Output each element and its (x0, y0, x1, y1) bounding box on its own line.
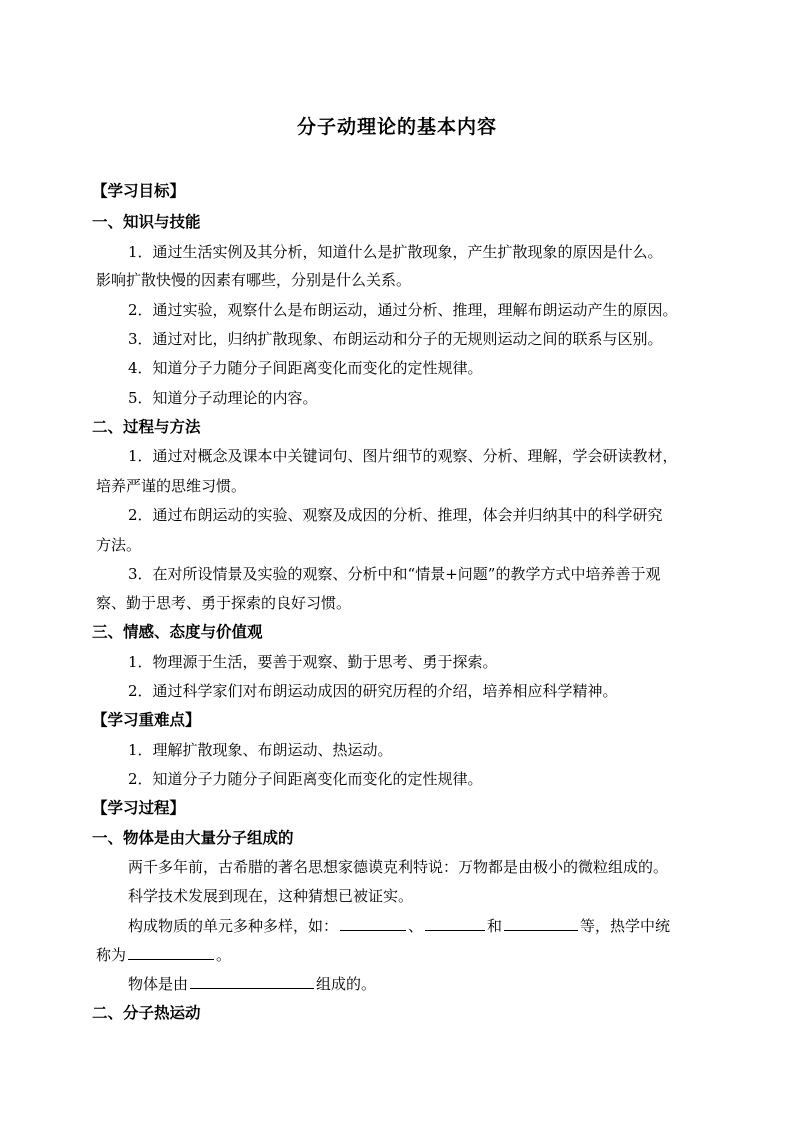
process-heading: 【学习过程】 (92, 799, 186, 817)
answer-blank-1[interactable] (340, 916, 406, 931)
fill-in-sep-2: 和 (487, 917, 503, 935)
fill-in-suffix: 等，热学中统 (580, 917, 671, 935)
section2-heading: 二、过程与方法 (92, 418, 201, 436)
section2-item-2: 2．通过布朗运动的实验、观察及成因的分析、推理，体会并归纳其中的科学研究 (128, 506, 663, 524)
section1-item-3: 3．通过对比，归纳扩散现象、布朗运动和分子的无规则运动之间的联系与区别。 (128, 330, 663, 348)
section3-heading: 三、情感、态度与价值观 (92, 623, 263, 641)
section1-heading: 一、知识与技能 (92, 213, 201, 231)
answer-blank-5[interactable] (190, 974, 314, 989)
section2-item-2-cont: 方法。 (96, 536, 142, 554)
section3-item-1: 1．物理源于生活，要善于观察、勤于思考、勇于探索。 (128, 653, 498, 671)
section2-item-3-cont: 察、勤于思考、勇于探索的良好习惯。 (96, 594, 352, 612)
part1-fill-in-line-2 (96, 945, 716, 965)
section2-item-1-cont: 培养严谨的思维习惯。 (96, 477, 247, 495)
part1-paragraph-2: 科学技术发展到现在，这种猜想已被证实。 (128, 887, 414, 905)
key-points-heading: 【学习重难点】 (92, 711, 201, 729)
fill-in-end: 。 (216, 946, 232, 964)
key-point-2: 2．知道分子力随分子间距离变化而变化的定性规律。 (128, 770, 483, 788)
fill-in-sep-1: 、 (408, 917, 424, 935)
key-point-1: 1．理解扩散现象、布朗运动、热运动。 (128, 741, 393, 759)
section3-item-2: 2．通过科学家们对布朗运动成因的研究历程的介绍，培养相应科学精神。 (128, 682, 618, 700)
fill-in-prefix-3: 物体是由 (128, 975, 189, 993)
section1-item-1-cont: 影响扩散快慢的因素有哪些，分别是什么关系。 (96, 271, 412, 289)
answer-blank-3[interactable] (504, 916, 578, 931)
fill-in-end-3: 组成的。 (316, 975, 377, 993)
part1-heading: 一、物体是由大量分子组成的 (92, 829, 294, 847)
fill-in-prefix: 构成物质的单元多种多样，如： (128, 917, 339, 935)
part1-fill-in-line-1 (128, 916, 748, 936)
answer-blank-4[interactable] (128, 945, 214, 960)
part1-fill-in-line-3 (128, 974, 748, 994)
section1-item-5: 5．知道分子动理论的内容。 (128, 389, 318, 407)
fill-in-prefix-2: 称为 (96, 946, 127, 964)
section2-item-3: 3．在对所设情景及实验的观察、分析中和“情景+问题”的教学方式中培养善于观 (128, 565, 661, 583)
part2-heading: 二、分子热运动 (92, 1004, 201, 1022)
answer-blank-2[interactable] (425, 916, 485, 931)
section2-item-1: 1．通过对概念及课本中关键词句、图片细节的观察、分析、理解，学会研读教材， (128, 447, 678, 465)
page-title: 分子动理论的基本内容 (296, 116, 497, 138)
section1-item-4: 4．知道分子力随分子间距离变化而变化的定性规律。 (128, 359, 483, 377)
section1-item-1: 1．通过生活实例及其分析，知道什么是扩散现象，产生扩散现象的原因是什么。 (128, 243, 663, 261)
learning-goals-heading: 【学习目标】 (92, 182, 186, 200)
part1-paragraph-1: 两千多年前，古希腊的著名思想家德谟克利特说：万物都是由极小的微粒组成的。 (128, 858, 669, 876)
section1-item-2: 2．通过实验，观察什么是布朗运动，通过分析、推理，理解布朗运动产生的原因。 (128, 301, 678, 319)
